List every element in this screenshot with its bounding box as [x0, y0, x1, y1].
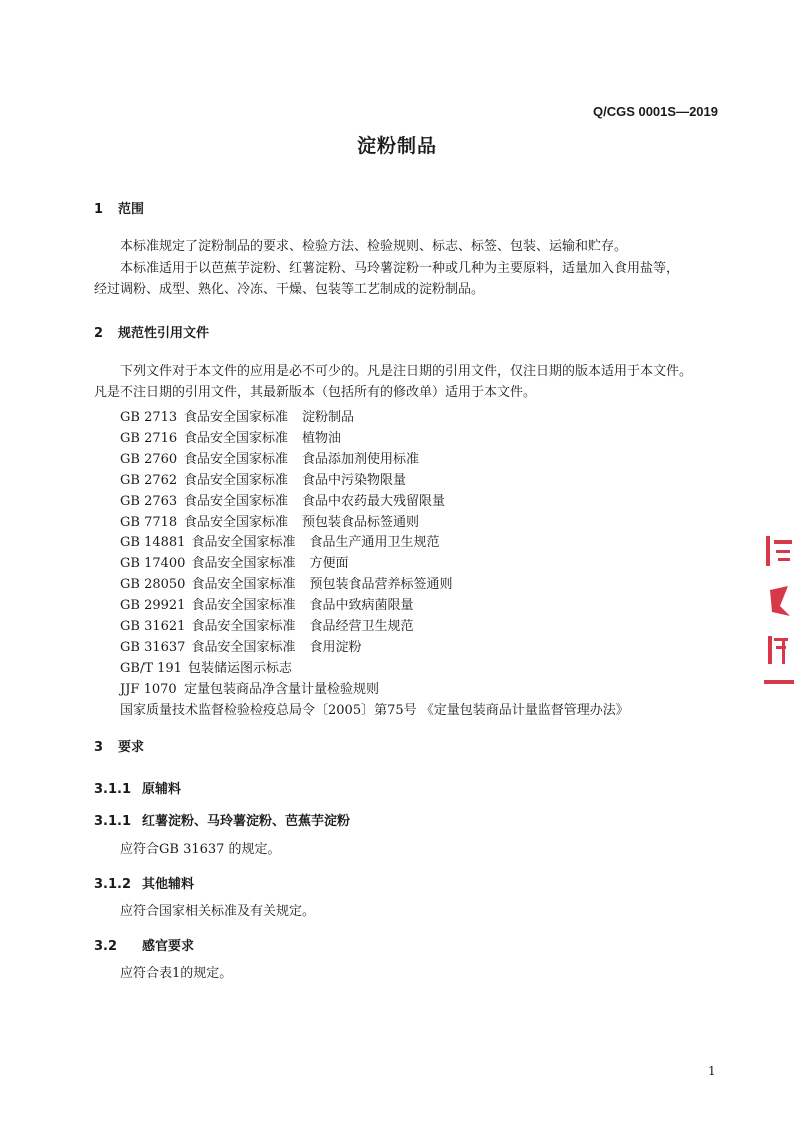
- reference-issuer: 食品安全国家标准: [184, 410, 289, 425]
- page-number: 1: [708, 1064, 716, 1078]
- seal-stamp-bar: [764, 680, 794, 684]
- scope-paragraph-1: 本标准规定了淀粉制品的要求、检验方法、检验规则、标志、标签、包装、运输和贮存。: [120, 239, 628, 254]
- reference-title: 预包装食品营养标签通则: [309, 577, 453, 593]
- reference-code: GB 14881: [120, 535, 186, 551]
- reference-item: [120, 699, 629, 718]
- reference-title: 植物油: [302, 430, 342, 446]
- scope-paragraph-2-line-1: 本标准适用于以芭蕉芋淀粉、红薯淀粉、马玲薯淀粉一种或几种为主要原料，适量加入食用盐等，: [120, 261, 680, 276]
- section-number: 2: [94, 326, 104, 341]
- reference-code: GB 2762: [120, 472, 178, 488]
- reference-item: [120, 427, 341, 446]
- section-number: 3.1.2: [94, 877, 132, 892]
- reference-item: [120, 657, 292, 676]
- reference-item: [120, 615, 413, 634]
- reference-issuer: 食品安全国家标准: [184, 493, 289, 509]
- reference-item: [120, 594, 413, 613]
- reference-item: [120, 469, 406, 488]
- document-title: 淀粉制品: [356, 135, 437, 157]
- reference-issuer: 食品安全国家标准: [191, 535, 296, 551]
- section-heading-3-1-1-b: [94, 810, 350, 829]
- reference-item: [120, 490, 445, 509]
- reference-item: [120, 636, 361, 655]
- reference-title: 预包装食品标签通则: [302, 514, 420, 530]
- reference-code: GB 2713: [120, 410, 178, 425]
- reference-title: 食品添加剂使用标准: [302, 451, 420, 467]
- reference-issuer: 食品安全国家标准: [184, 430, 289, 446]
- reference-item: [120, 552, 348, 571]
- reference-code: GB 31637: [120, 639, 186, 655]
- reference-title: 食品生产通用卫生规范: [309, 535, 440, 551]
- reference-code: GB 31621: [120, 619, 186, 634]
- reference-title: 定量包装商品净含量计量检验规则: [184, 681, 380, 697]
- standard-code: Q/CGS 0001S—2019: [592, 104, 718, 119]
- reference-code: GB 2716: [120, 430, 178, 446]
- section-title: 范围: [118, 202, 145, 217]
- section-heading-3-2: [94, 935, 194, 954]
- section-title: 红薯淀粉、马玲薯淀粉、芭蕉芋淀粉: [142, 814, 351, 829]
- scope-paragraph-2-line-2: 经过调粉、成型、熟化、冷冻、干燥、包装等工艺制成的淀粉制品。: [94, 282, 485, 297]
- reference-code: GB/T 191: [120, 660, 182, 676]
- reference-title: 淀粉制品: [302, 410, 355, 425]
- section-number: 3.1.1: [94, 782, 132, 797]
- reference-item: [120, 448, 419, 467]
- seal-stamp-icon: [760, 528, 794, 678]
- references-intro-line-2: 凡是不注日期的引用文件，其最新版本（包括所有的修改单）适用于本文件。: [94, 385, 537, 400]
- references-intro-line-1: 下列文件对于本文件的应用是必不可少的。凡是注日期的引用文件，仅注日期的版本适用于本文件。: [120, 364, 693, 379]
- section-number: 1: [94, 202, 104, 217]
- section-heading-3: [94, 736, 144, 755]
- section-heading-3-1-1: [94, 778, 181, 797]
- section-title: 规范性引用文件: [118, 326, 210, 341]
- requirement-text-3-1-1: 应符合GB 31637 的规定。: [120, 842, 281, 857]
- section-title: 原辅料: [142, 782, 182, 797]
- reference-issuer: 食品安全国家标准: [184, 514, 289, 530]
- section-number: 3.1.1: [94, 814, 132, 829]
- reference-title: 食用淀粉: [309, 639, 362, 655]
- section-heading-1: [94, 198, 144, 217]
- seal-stamp: [760, 528, 794, 688]
- reference-item: [120, 406, 354, 425]
- section-title: 其他辅料: [142, 877, 195, 892]
- reference-issuer: 食品安全国家标准: [191, 639, 296, 655]
- requirement-text-3-1-2: 应符合国家相关标准及有关规定。: [120, 904, 316, 919]
- section-number: 3.2: [94, 939, 118, 954]
- reference-issuer: 食品安全国家标准: [191, 619, 296, 634]
- reference-issuer: 食品安全国家标准: [184, 451, 289, 467]
- reference-title: 食品中致病菌限量: [309, 598, 414, 614]
- reference-issuer: 食品安全国家标准: [191, 598, 296, 614]
- reference-title: 食品中污染物限量: [302, 472, 407, 488]
- reference-code: GB 29921: [120, 598, 186, 614]
- reference-issuer: 食品安全国家标准: [191, 577, 296, 593]
- reference-code: GB 28050: [120, 577, 186, 593]
- reference-code: GB 7718: [120, 514, 178, 530]
- reference-title: 包装储运图示标志: [187, 660, 292, 676]
- section-heading-3-1-2: [94, 873, 194, 892]
- reference-code: GB 2760: [120, 451, 178, 467]
- reference-issuer: 食品安全国家标准: [184, 472, 289, 488]
- reference-code: GB 2763: [120, 493, 178, 509]
- section-number: 3: [94, 740, 104, 755]
- requirement-text-3-2: 应符合表1的规定。: [120, 966, 233, 981]
- reference-title: 食品中农药最大残留限量: [302, 493, 446, 509]
- reference-item: [120, 678, 379, 697]
- reference-item: [120, 573, 452, 592]
- section-heading-2: [94, 322, 209, 341]
- reference-title: 食品经营卫生规范: [309, 619, 414, 634]
- section-title: 要求: [118, 740, 145, 755]
- reference-item: [120, 531, 439, 550]
- reference-title: 方便面: [309, 556, 349, 572]
- reference-code: GB 17400: [120, 556, 186, 572]
- reference-item: [120, 511, 419, 530]
- reference-issuer: 食品安全国家标准: [191, 556, 296, 572]
- reference-title: 国家质量技术监督检验检疫总局令〔2005〕第75号 《定量包装商品计量监督管理办法》: [120, 702, 629, 718]
- reference-code: JJF 1070: [120, 681, 177, 697]
- section-title: 感官要求: [142, 939, 195, 954]
